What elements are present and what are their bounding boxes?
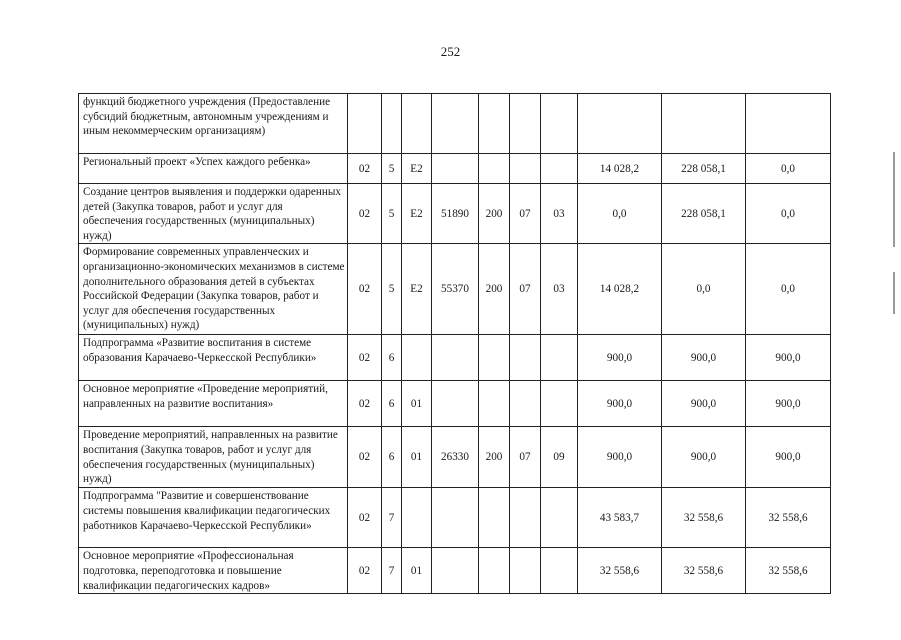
direction-code-cell: [432, 154, 479, 184]
amount-year-1-cell: 43 583,7: [578, 488, 662, 548]
table-row: [79, 381, 831, 427]
direction-code-cell: [432, 488, 479, 548]
subsection-cell: 03: [541, 184, 578, 244]
program-code-cell: 02: [348, 381, 382, 427]
program-code-cell: 02: [348, 154, 382, 184]
amount-year-1-cell: 0,0: [578, 184, 662, 244]
subprogram-code-cell: 7: [382, 488, 402, 548]
amount-year-3-cell: 0,0: [746, 154, 831, 184]
program-code-cell: 02: [348, 427, 382, 488]
table-row: [79, 184, 831, 244]
table-row: [79, 548, 831, 594]
amount-year-1-cell: 900,0: [578, 427, 662, 488]
event-code-cell: 01: [402, 381, 432, 427]
subsection-cell: 09: [541, 427, 578, 488]
row-name-cell: Основное мероприятие «Профессиональная подготовка, переподготовка и повышение квалификации педагогических кадров»: [79, 548, 348, 594]
amount-year-1-cell: 14 028,2: [578, 244, 662, 335]
amount-year-3-cell: 32 558,6: [746, 548, 831, 594]
amount-year-2-cell: [662, 94, 746, 154]
amount-year-1-cell: 14 028,2: [578, 154, 662, 184]
direction-code-cell: 51890: [432, 184, 479, 244]
subprogram-code-cell: 6: [382, 427, 402, 488]
section-cell: [510, 548, 541, 594]
subprogram-code-cell: 7: [382, 548, 402, 594]
section-cell: [510, 154, 541, 184]
row-name-cell: Подпрограмма "Развитие и совершенствование системы повышения квалификации педагогических работников Карачаево-Черкесской Республики»: [79, 488, 348, 548]
expense-type-cell: [479, 94, 510, 154]
event-code-cell: [402, 94, 432, 154]
row-name-cell: Проведение мероприятий, направленных на развитие воспитания (Закупка товаров, работ и услуг для обеспечения государственных (муниципальных) нужд): [79, 427, 348, 488]
direction-code-cell: [432, 381, 479, 427]
subsection-cell: 03: [541, 244, 578, 335]
table-row: [79, 154, 831, 184]
amount-year-3-cell: 32 558,6: [746, 488, 831, 548]
section-cell: 07: [510, 244, 541, 335]
expense-type-cell: [479, 381, 510, 427]
row-name-cell: Основное мероприятие «Проведение мероприятий, направленных на развитие воспитания»: [79, 381, 348, 427]
subsection-cell: [541, 94, 578, 154]
amount-year-3-cell: 900,0: [746, 381, 831, 427]
program-code-cell: 02: [348, 488, 382, 548]
direction-code-cell: [432, 335, 479, 381]
amount-year-2-cell: 900,0: [662, 427, 746, 488]
subsection-cell: [541, 154, 578, 184]
program-code-cell: [348, 94, 382, 154]
table-row: [79, 94, 831, 154]
subsection-cell: [541, 381, 578, 427]
expense-type-cell: [479, 488, 510, 548]
expense-type-cell: [479, 548, 510, 594]
subprogram-code-cell: 5: [382, 154, 402, 184]
row-name-cell: Подпрограмма «Развитие воспитания в системе образования Карачаево-Черкесской Республики»: [79, 335, 348, 381]
subprogram-code-cell: [382, 94, 402, 154]
section-cell: [510, 335, 541, 381]
program-code-cell: 02: [348, 335, 382, 381]
budget-table: [78, 93, 831, 594]
amount-year-1-cell: 32 558,6: [578, 548, 662, 594]
scan-edge-mark: [893, 272, 895, 314]
amount-year-2-cell: 228 058,1: [662, 184, 746, 244]
amount-year-3-cell: 0,0: [746, 244, 831, 335]
event-code-cell: E2: [402, 244, 432, 335]
amount-year-1-cell: 900,0: [578, 381, 662, 427]
program-code-cell: 02: [348, 184, 382, 244]
subprogram-code-cell: 6: [382, 381, 402, 427]
amount-year-3-cell: 900,0: [746, 335, 831, 381]
amount-year-2-cell: 900,0: [662, 381, 746, 427]
event-code-cell: [402, 335, 432, 381]
section-cell: [510, 488, 541, 548]
event-code-cell: 01: [402, 427, 432, 488]
subsection-cell: [541, 488, 578, 548]
table-row: [79, 488, 831, 548]
direction-code-cell: 55370: [432, 244, 479, 335]
table-row: [79, 335, 831, 381]
event-code-cell: [402, 488, 432, 548]
row-name-cell: Создание центров выявления и поддержки одаренных детей (Закупка товаров, работ и услуг для обеспечения государственных (муниципальных) нужд): [79, 184, 348, 244]
expense-type-cell: 200: [479, 427, 510, 488]
program-code-cell: 02: [348, 548, 382, 594]
expense-type-cell: 200: [479, 244, 510, 335]
table-row: [79, 427, 831, 488]
subprogram-code-cell: 5: [382, 184, 402, 244]
subsection-cell: [541, 548, 578, 594]
expense-type-cell: [479, 335, 510, 381]
amount-year-2-cell: 228 058,1: [662, 154, 746, 184]
subsection-cell: [541, 335, 578, 381]
row-name-cell: функций бюджетного учреждения (Предоставление субсидий бюджетным, автономным учреждениям и иным некоммерческим организациям): [79, 94, 348, 154]
event-code-cell: E2: [402, 184, 432, 244]
amount-year-3-cell: 900,0: [746, 427, 831, 488]
expense-type-cell: [479, 154, 510, 184]
direction-code-cell: [432, 548, 479, 594]
section-cell: [510, 381, 541, 427]
amount-year-2-cell: 32 558,6: [662, 548, 746, 594]
amount-year-3-cell: 0,0: [746, 184, 831, 244]
page-number: 252: [440, 44, 461, 59]
direction-code-cell: 26330: [432, 427, 479, 488]
event-code-cell: E2: [402, 154, 432, 184]
subprogram-code-cell: 5: [382, 244, 402, 335]
scan-edge-mark: [893, 152, 895, 247]
row-name-cell: Формирование современных управленческих и организационно-экономических механизмов в системе дополнительного образования детей в субъектах Российской Федерации (Закупка товаров, работ и услуг для обеспечения государственных (муниципальных) нужд): [79, 244, 348, 335]
amount-year-3-cell: [746, 94, 831, 154]
section-cell: 07: [510, 184, 541, 244]
section-cell: [510, 94, 541, 154]
amount-year-2-cell: 900,0: [662, 335, 746, 381]
amount-year-1-cell: 900,0: [578, 335, 662, 381]
amount-year-2-cell: 32 558,6: [662, 488, 746, 548]
subprogram-code-cell: 6: [382, 335, 402, 381]
table-row: [79, 244, 831, 335]
row-name-cell: Региональный проект «Успех каждого ребенка»: [79, 154, 348, 184]
amount-year-2-cell: 0,0: [662, 244, 746, 335]
event-code-cell: 01: [402, 548, 432, 594]
expense-type-cell: 200: [479, 184, 510, 244]
amount-year-1-cell: [578, 94, 662, 154]
direction-code-cell: [432, 94, 479, 154]
section-cell: 07: [510, 427, 541, 488]
program-code-cell: 02: [348, 244, 382, 335]
